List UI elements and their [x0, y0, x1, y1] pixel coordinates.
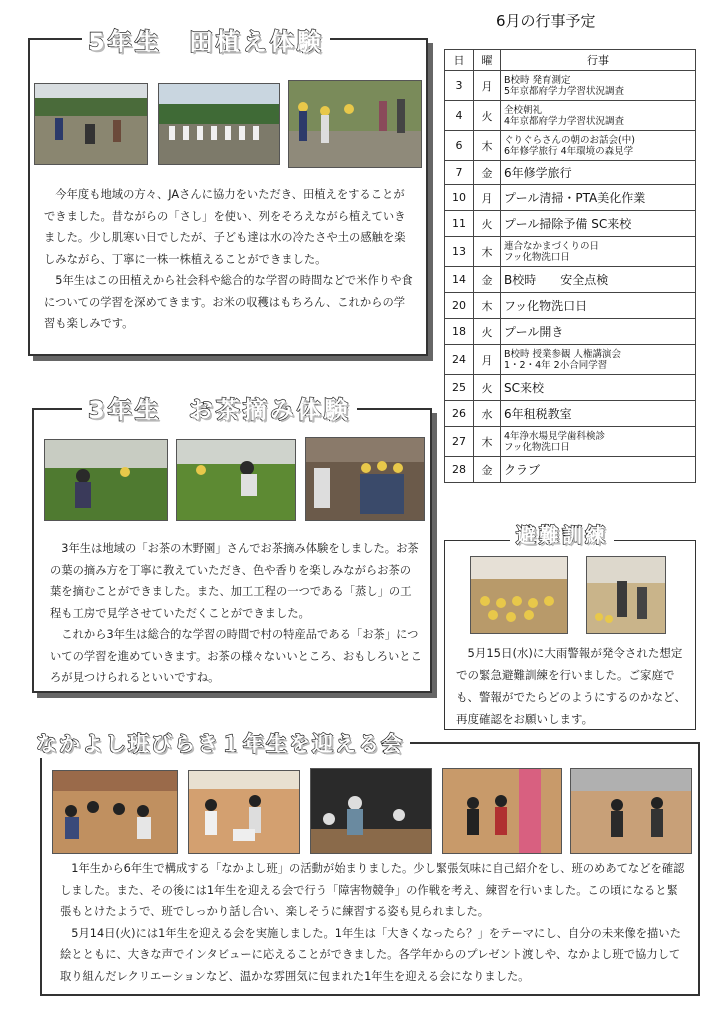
rice-paragraph-1: 今年度も地域の方々、JAさんに協力をいただき、田植えをすることができました。昔ながらの「さし」を使い、列をそろえながら植えていきました。少し肌寒い日でしたが、子ども達は水の冷たさや土の感触を楽しみながら、丁寧に一株一株植えることができました。	[44, 188, 406, 266]
schedule-row	[445, 319, 696, 345]
schedule-event: 4年京都府学力学習状況調査	[504, 115, 625, 127]
schedule-day: 13	[445, 237, 474, 267]
schedule-weekday: 金	[474, 457, 501, 483]
tea-photo-1	[44, 439, 168, 521]
schedule-row	[445, 101, 696, 131]
welcome-heading: なかよし班びらき１年生を迎える会	[30, 728, 410, 758]
schedule-row	[445, 267, 696, 293]
schedule-event: プール開き	[504, 325, 564, 339]
schedule-row	[445, 427, 696, 457]
schedule-row	[445, 185, 696, 211]
tea-photo-2	[176, 439, 296, 521]
schedule-events	[501, 237, 696, 267]
schedule-row	[445, 345, 696, 375]
schedule-events	[501, 267, 696, 293]
schedule-events	[501, 427, 696, 457]
schedule-event: 6年租税教室	[504, 407, 572, 421]
schedule-day: 27	[445, 427, 474, 457]
schedule-row	[445, 71, 696, 101]
schedule-day: 25	[445, 375, 474, 401]
schedule-event: ぐりぐらさんの朝のお話会(中)	[504, 134, 635, 146]
schedule-row	[445, 375, 696, 401]
schedule-title: 6月の行事予定	[496, 12, 596, 30]
schedule-events	[501, 345, 696, 375]
schedule-events	[501, 293, 696, 319]
schedule-table	[444, 49, 696, 483]
schedule-row	[445, 161, 696, 185]
rice-photo-1	[34, 83, 148, 165]
schedule-event: フッ化物洗口日	[504, 251, 570, 263]
schedule-event: B校時 授業参観 人権講演会	[504, 348, 622, 360]
welcome-photo-1	[52, 770, 178, 854]
schedule-events	[501, 71, 696, 101]
evacuation-photo-1	[470, 556, 568, 634]
schedule-events	[501, 401, 696, 427]
schedule-day: 20	[445, 293, 474, 319]
schedule-weekday: 木	[474, 293, 501, 319]
schedule-day: 7	[445, 161, 474, 185]
schedule-events	[501, 161, 696, 185]
schedule-weekday: 火	[474, 319, 501, 345]
welcome-photo-4	[442, 768, 562, 854]
schedule-weekday: 火	[474, 375, 501, 401]
schedule-event: B校時 発育測定	[504, 74, 571, 86]
tea-picking-heading: 3年生 お茶摘み体験	[82, 390, 357, 425]
schedule-event: B校時 安全点検	[504, 273, 609, 287]
schedule-weekday: 木	[474, 427, 501, 457]
schedule-day: 18	[445, 319, 474, 345]
schedule-event: 1・2・4年 2小合同学習	[504, 359, 608, 371]
schedule-events	[501, 211, 696, 237]
col-day-header: 日	[445, 50, 474, 71]
col-event-header: 行事	[501, 50, 696, 71]
schedule-weekday: 木	[474, 237, 501, 267]
schedule-weekday: 金	[474, 267, 501, 293]
schedule-weekday: 金	[474, 161, 501, 185]
rice-planting-heading: 5年生 田植え体験	[82, 22, 330, 57]
welcome-photo-5	[570, 768, 692, 854]
tea-paragraph-2: これから3年生は総合的な学習の時間で村の特産品である「お茶」についての学習を進めていきます。お茶の様々ないいところ、おもしろいところが見つけられるといいですね。	[50, 628, 422, 684]
evacuation-photo-2	[586, 556, 666, 634]
schedule-day: 4	[445, 101, 474, 131]
schedule-header-row	[445, 50, 696, 71]
schedule-weekday: 水	[474, 401, 501, 427]
schedule-day: 6	[445, 131, 474, 161]
schedule-day: 14	[445, 267, 474, 293]
schedule-weekday: 月	[474, 71, 501, 101]
schedule-events	[501, 101, 696, 131]
rice-photo-2	[158, 83, 280, 165]
evacuation-text: 5月15日(水)に大雨警報が発令された想定での緊急避難訓練を行いました。ご家庭でも、警報がでたらどのようにするのかなど、再度確認をお願いします。	[456, 646, 686, 726]
schedule-event: 6年修学旅行 4年環境の森見学	[504, 145, 634, 157]
tea-paragraph-1: 3年生は地域の「お茶の木野園」さんでお茶摘み体験をしました。お茶の葉の摘み方を丁寧に教えていただき、色や香りを楽しみながらお茶の葉を摘むことができました。また、加工工程の一つである「蒸し」の工程も工房で見学させていただくことができました。	[50, 542, 419, 620]
schedule-weekday: 火	[474, 101, 501, 131]
schedule-day: 24	[445, 345, 474, 375]
schedule-row	[445, 131, 696, 161]
schedule-event: 6年修学旅行	[504, 166, 572, 180]
schedule-event: 全校朝礼	[504, 104, 543, 116]
schedule-events	[501, 319, 696, 345]
schedule-weekday: 月	[474, 345, 501, 375]
col-dow-header: 曜	[474, 50, 501, 71]
schedule-row	[445, 211, 696, 237]
welcome-photo-3	[310, 768, 432, 854]
rice-planting-text	[44, 184, 414, 335]
schedule-event: クラブ	[504, 463, 541, 477]
schedule-event: フッ化物洗口日	[504, 299, 588, 313]
schedule-row	[445, 401, 696, 427]
schedule-event: 連合なかまづくりの日	[504, 240, 600, 252]
schedule-day: 3	[445, 71, 474, 101]
schedule-day: 26	[445, 401, 474, 427]
schedule-day: 11	[445, 211, 474, 237]
schedule-day: 28	[445, 457, 474, 483]
welcome-paragraph-2: 5月14日(火)には1年生を迎える会を実施しました。1年生は「大きくなったら？」をテーマにし、自分の未来像を描いた絵とともに、大きな声でインタビューに応えることができました。各学年からのプレゼント渡しや、なかよし班で協力して取り組んだレクリエーションなど、温かな雰囲気に包まれた1年生を迎える会になりました。	[60, 926, 681, 983]
schedule-event: SC来校	[504, 381, 544, 395]
schedule-event: 5年京都府学力学習状況調査	[504, 85, 625, 97]
schedule-events	[501, 131, 696, 161]
evacuation-heading: 避難訓練	[510, 519, 614, 548]
schedule-weekday: 木	[474, 131, 501, 161]
rice-paragraph-2: 5年生はこの田植えから社会科や総合的な学習の時間などで米作りや食についての学習を深めてきます。お米の収穫はもちろん、これからの学習も楽しみです。	[44, 274, 413, 330]
welcome-photo-2	[188, 770, 300, 854]
tea-picking-text	[50, 538, 422, 689]
rice-photo-3	[288, 80, 422, 168]
schedule-weekday: 月	[474, 185, 501, 211]
schedule-events	[501, 185, 696, 211]
schedule-weekday: 火	[474, 211, 501, 237]
schedule-event: 4年浄水場見学歯科検診	[504, 430, 606, 442]
welcome-text	[60, 858, 688, 987]
schedule-row	[445, 457, 696, 483]
welcome-paragraph-1: 1年生から6年生で構成する「なかよし班」の活動が始まりました。少し緊張気味に自己紹介をし、班のめあてなどを確認しました。また、その後には1年生を迎える会で行う「障害物競争」の作戦を考え、練習を行いました。この頃になると緊張もとけたようで、班でしっかり話し合い、楽しそうに練習する姿も見られました。	[60, 862, 685, 918]
schedule-row	[445, 293, 696, 319]
schedule-row	[445, 237, 696, 267]
tea-photo-3	[305, 437, 425, 521]
schedule-events	[501, 457, 696, 483]
schedule-day: 10	[445, 185, 474, 211]
schedule-event: プール掃除予備 SC来校	[504, 217, 632, 231]
schedule-event: プール清掃・PTA美化作業	[504, 191, 646, 205]
schedule-event: フッ化物洗口日	[504, 441, 570, 453]
schedule-events	[501, 375, 696, 401]
